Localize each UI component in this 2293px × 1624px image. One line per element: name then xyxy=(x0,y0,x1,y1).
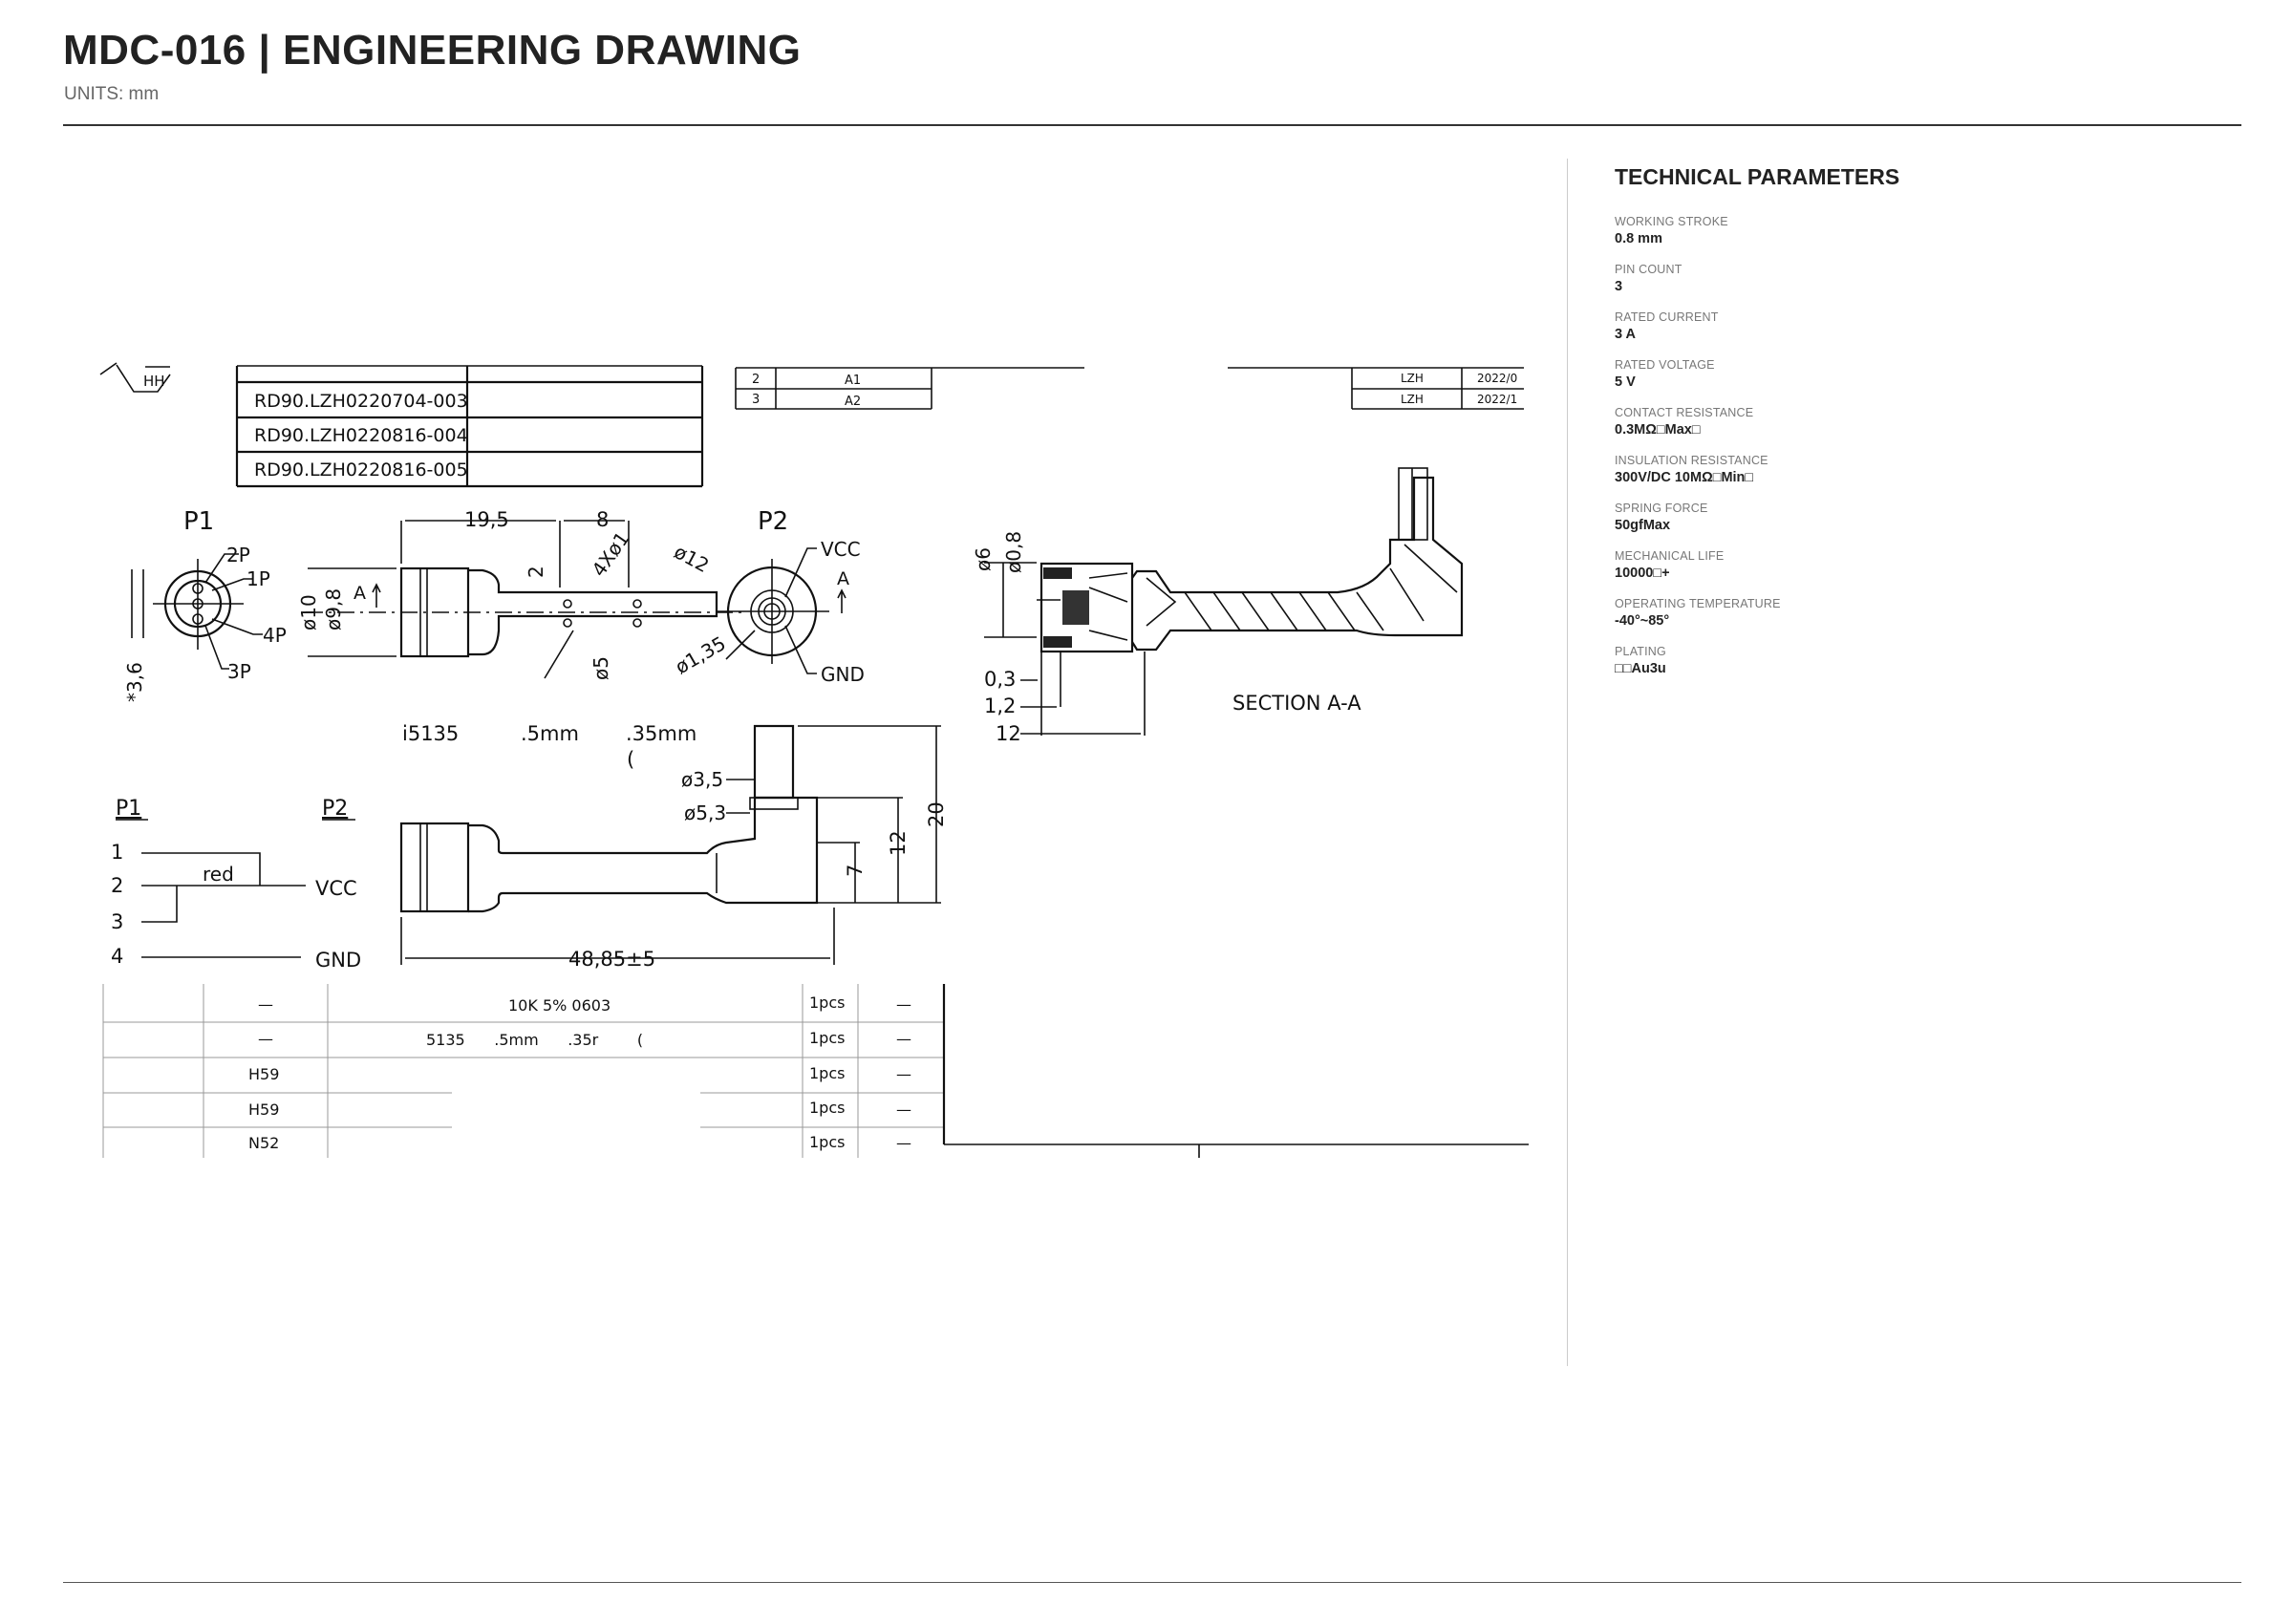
frag-c: ( xyxy=(627,748,635,771)
section-a-a-view xyxy=(972,468,1462,745)
dim-0-3: 0,3 xyxy=(984,668,1017,691)
pin-1p-label: 1P xyxy=(246,567,270,590)
technical-parameters-panel xyxy=(1615,164,2207,693)
dim-2: 2 xyxy=(525,566,547,578)
param-mechanical-life xyxy=(1615,549,2207,581)
bom-table xyxy=(103,984,1529,1158)
dim-48: 48,85±5 xyxy=(568,948,656,971)
dim-20: 20 xyxy=(925,801,948,827)
wire-red-label: red xyxy=(203,863,234,886)
param-label: INSULATION RESISTANCE xyxy=(1615,454,1768,467)
engineering-drawing xyxy=(57,353,1529,1194)
bom-row4-mat: H59 xyxy=(248,1100,280,1119)
param-value: -40°~85° xyxy=(1615,613,1670,629)
dim-1-35: ø1,35 xyxy=(671,631,730,679)
rev-by-1: LZH xyxy=(1401,372,1424,385)
param-value: 0.8 mm xyxy=(1615,231,1662,246)
param-value: 50gfMax xyxy=(1615,518,1671,533)
param-operating-temperature xyxy=(1615,597,2207,629)
bom-row3-note: — xyxy=(896,1065,911,1083)
revision-table xyxy=(736,368,1524,409)
parameters-heading: TECHNICAL PARAMETERS xyxy=(1615,164,1900,189)
vcc-label-p2: VCC xyxy=(821,538,861,561)
footer-rule xyxy=(63,1582,2241,1583)
wiring-gnd-label: GND xyxy=(315,949,362,972)
dim-12dia: ø12 xyxy=(670,540,714,578)
wiring-vcc-label: VCC xyxy=(315,877,357,900)
dim-7: 7 xyxy=(844,864,867,877)
rev-by-2: LZH xyxy=(1401,393,1424,406)
param-spring-force xyxy=(1615,502,2207,533)
part-number-2: RD90.LZH0220816-004 xyxy=(254,425,468,446)
wiring-pin-3: 3 xyxy=(111,910,124,933)
bom-row4-qty: 1pcs xyxy=(809,1099,846,1117)
dim-1-2: 1,2 xyxy=(984,694,1017,717)
dim-12v: 12 xyxy=(887,830,910,856)
bom-row5-note: — xyxy=(896,1134,911,1152)
param-value: 300V/DC 10MΩ□Min□ xyxy=(1615,470,1754,485)
wiring-diagram xyxy=(111,797,361,972)
bom-row5-mat: N52 xyxy=(248,1134,280,1152)
param-label: RATED VOLTAGE xyxy=(1615,358,1715,372)
dim-19-5: 19,5 xyxy=(464,508,509,531)
bom-row1-desc: 10K 5% 0603 xyxy=(508,996,611,1015)
bom-row3-mat: H59 xyxy=(248,1065,280,1083)
param-label: WORKING STROKE xyxy=(1615,215,1728,228)
p2-end-view xyxy=(671,507,865,686)
page-title: MDC-016 | ENGINEERING DRAWING xyxy=(63,27,802,74)
param-working-stroke xyxy=(1615,215,2207,246)
param-value: 0.3MΩ□Max□ xyxy=(1615,422,1701,438)
section-title: SECTION A-A xyxy=(1232,692,1361,715)
rev-code-a1: A1 xyxy=(845,374,862,388)
bom-row2-note: — xyxy=(896,1030,911,1048)
dim-12: 12 xyxy=(996,722,1021,745)
param-label: MECHANICAL LIFE xyxy=(1615,549,1725,563)
param-value: □□Au3u xyxy=(1615,661,1666,676)
bom-row1-mat: — xyxy=(258,995,273,1014)
param-value: 5 V xyxy=(1615,374,1636,390)
part-number-1: RD90.LZH0220704-003 xyxy=(254,391,468,412)
param-label: OPERATING TEMPERATURE xyxy=(1615,597,1781,610)
hh-label: HH xyxy=(143,373,165,390)
wiring-p1-label: P1 xyxy=(116,797,142,821)
dim-6: ø6 xyxy=(972,547,995,571)
wiring-pin-4: 4 xyxy=(111,945,124,968)
bom-row1-qty: 1pcs xyxy=(809,994,846,1012)
wiring-pin-1: 1 xyxy=(111,841,124,864)
dim-8: 8 xyxy=(596,508,610,531)
bom-row1-note: — xyxy=(896,995,911,1014)
section-mark-right: A xyxy=(837,568,849,589)
param-rated-voltage xyxy=(1615,358,2207,390)
frag-5mm: .5mm xyxy=(521,722,579,745)
wiring-p2-label: P2 xyxy=(322,797,349,821)
bom-row2-desc: 5135 .5mm .35r ( xyxy=(426,1031,644,1049)
rev-no-3: 3 xyxy=(752,393,761,407)
rev-date-1: 2022/0 xyxy=(1477,372,1518,385)
bom-row5-qty: 1pcs xyxy=(809,1133,846,1151)
param-value: 3 xyxy=(1615,279,1623,294)
bom-row4-note: — xyxy=(896,1100,911,1119)
pin-2p-label: 2P xyxy=(226,544,250,566)
gnd-label-p2: GND xyxy=(821,663,865,686)
bom-row2-qty: 1pcs xyxy=(809,1029,846,1047)
dim-3-5: ø3,5 xyxy=(681,768,724,791)
section-mark-left: A xyxy=(354,583,366,604)
rev-date-2: 2022/1 xyxy=(1477,393,1518,406)
dim-5: ø5 xyxy=(589,656,612,680)
param-label: PIN COUNT xyxy=(1615,263,1682,276)
header-rule xyxy=(63,124,2241,126)
dim-5-3: ø5,3 xyxy=(684,801,727,824)
rev-no-2: 2 xyxy=(752,373,761,387)
p1-label: P1 xyxy=(183,507,215,536)
pin-3p-label: 3P xyxy=(227,660,251,683)
lower-side-view xyxy=(401,726,948,971)
pin-4p-label: 4P xyxy=(263,624,287,647)
frag-35mm: .35mm xyxy=(626,722,697,745)
bom-row3-qty: 1pcs xyxy=(809,1064,846,1082)
wiring-pin-2: 2 xyxy=(111,874,124,897)
units-label: UNITS: mm xyxy=(64,84,160,104)
dim-3-6: *3,6 xyxy=(123,662,146,702)
part-number-table xyxy=(100,363,702,486)
p1-end-view xyxy=(123,507,287,702)
dim-9-8: ø9,8 xyxy=(322,588,345,630)
frag-5135: i5135 xyxy=(402,722,460,745)
param-rated-current xyxy=(1615,310,2207,342)
param-label: RATED CURRENT xyxy=(1615,310,1719,324)
dim-10: ø10 xyxy=(297,594,320,630)
param-insulation-resistance xyxy=(1615,454,2207,485)
dim-4x1: 4Xø1 xyxy=(587,527,634,581)
bom-row2-mat: — xyxy=(258,1030,273,1048)
param-pin-count xyxy=(1615,263,2207,294)
spec-fragment-row xyxy=(402,722,696,771)
panel-divider xyxy=(1567,159,1568,1366)
rev-code-a2: A2 xyxy=(845,395,862,409)
param-plating xyxy=(1615,645,2207,676)
p2-label: P2 xyxy=(758,507,789,536)
param-label: PLATING xyxy=(1615,645,1666,658)
param-label: SPRING FORCE xyxy=(1615,502,1708,515)
param-label: CONTACT RESISTANCE xyxy=(1615,406,1754,419)
param-value: 3 A xyxy=(1615,327,1637,342)
part-number-3: RD90.LZH0220816-005 xyxy=(254,459,468,481)
dim-0-8: ø0,8 xyxy=(1002,530,1025,573)
param-value: 10000□+ xyxy=(1615,566,1670,581)
param-contact-resistance xyxy=(1615,406,2207,438)
